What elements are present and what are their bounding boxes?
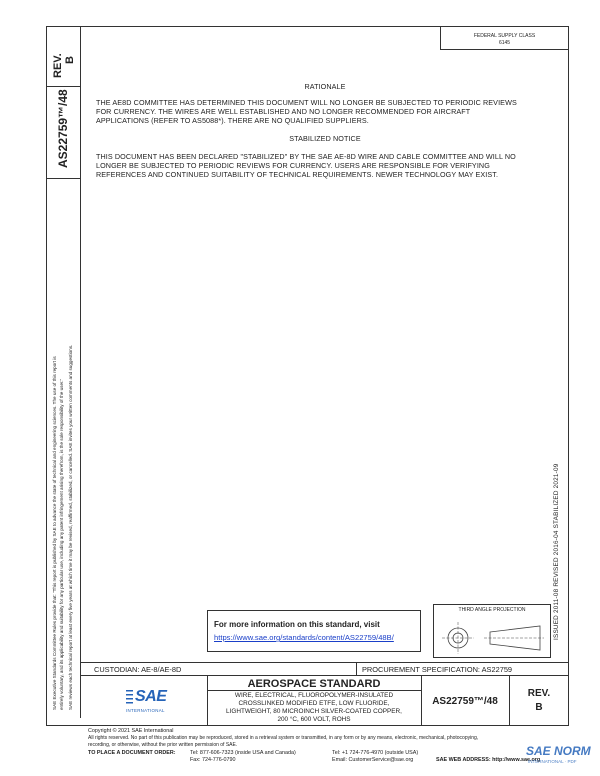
rev-value-vertical: B [64,56,76,64]
more-info-text: For more information on this standard, visit [214,620,380,629]
footer-rev-value: B [535,702,543,713]
rationale-title: RATIONALE [304,82,346,91]
legal-notice-line3: SAE reviews each technical report at least every five years at which time it may be revised, reaffirmed, stabilized, or cancelled. SAE invites your written comments and suggestions. [68,344,73,710]
standard-link[interactable]: https://www.sae.org/standards/content/AS22759/48B/ [214,633,394,642]
supply-class-line2: 6145 [498,40,511,46]
order-label: TO PLACE A DOCUMENT ORDER: [88,750,176,756]
desc-line-1: WIRE, ELECTRICAL, FLUOROPOLYMER-INSULATED [234,692,394,699]
header-column-divider [80,26,81,718]
custodian-text: CUSTODIAN: AE-8/AE-8D [94,665,182,674]
docnum-separator [46,178,80,179]
doc-number-vertical: AS22759™/48 [56,89,70,168]
standard-title: AEROSPACE STANDARD [247,678,381,690]
desc-line-3: LIGHTWEIGHT, 80 MICROINCH SILVER-COATED COPPER, [226,708,402,715]
rev-separator [46,86,80,87]
copyright-line-2: All rights reserved. No part of this publication may be reproduced, stored in a retrieval system or transmitted, in any form or by any means, electronic, mechanical, photocopying, [88,735,479,741]
legal-notice-line1: SAE Executive Standards Committee Rules provide that: "This report is published by SAE to advance the state of technical and engineering sciences. The use of this report is [52,356,57,710]
projection-symbol [440,618,544,654]
sae-logo [126,687,168,715]
tel-domestic: Tel: 877-606-7323 (inside USA and Canada) [190,750,296,756]
title-heading-rule [207,690,421,691]
footer-top-rule [80,662,569,663]
procurement-text: PROCUREMENT SPECIFICATION: AS22759 [362,665,513,674]
fax-number: Fax: 724-776-0790 [190,757,236,763]
sae-logo-sub: INTERNATIONAL [126,708,165,713]
stabilized-title: STABILIZED NOTICE [289,134,361,143]
stabilized-body: THIS DOCUMENT HAS BEEN DECLARED "STABILIZED" BY THE SAE AE-8D WIRE AND CABLE COMMITTEE AND WILL NO LONGER BE SUBJECTED TO PERIODIC REVIEWS FOR CURRENCY. USERS ARE RESPONSIBLE FOR VERIFYING REFERENCES AND CONTINUED SUITABILITY OF TECHNICAL REQUIREMENTS. NEWER TECHNOLOGY MAY EXIST. [96,152,516,179]
sae-logo-text: SAE [135,688,167,705]
copyright-line-1: Copyright © 2021 SAE International [88,728,174,734]
desc-line-4: 200 °C, 600 VOLT, ROHS [277,716,351,723]
email-link[interactable]: Email: CustomerService@sae.org [332,757,414,763]
watermark-sub: INTERNATIONAL · PDF [528,759,577,764]
projection-label: THIRD ANGLE PROJECTION [458,607,526,613]
copyright-line-3: recording, or otherwise, without the prior written permission of SAE. [88,742,238,748]
desc-line-2: CROSSLINKED MODIFIED ETFE, LOW FLUORIDE, [238,700,390,707]
legal-notice-line2: entirely voluntary, and its applicability and suitability for any particular use, including any patent infringement arising therefrom, is the sole responsibility of the user." [59,378,64,710]
issue-dates-vertical: ISSUED 2011-08 REVISED 2016-04 STABILIZED 2021-09 [553,463,560,640]
web-address-link[interactable]: SAE WEB ADDRESS: http://www.sae.org [436,757,541,763]
more-info-box [207,610,421,652]
tel-international: Tel: +1 724-776-4970 (outside USA) [332,750,419,756]
watermark-brand: SAE NORM [526,744,591,758]
footer-rev-label: REV. [527,688,551,699]
custodian-divider [356,662,357,675]
footer-doc-number: AS22759™/48 [432,696,498,707]
title-block-divider-3 [509,675,510,726]
rationale-body: THE AE8D COMMITTEE HAS DETERMINED THIS DOCUMENT WILL NO LONGER BE SUBJECTED TO PERIODIC REVIEWS FOR CURRENCY. THE WIRES ARE WELL ESTABLISHED AND NO LONGER RECOMMENDED FOR AIRCRAFT APPLICATIONS (REFER TO AS5088*). THERE ARE NO QUALIFIED SUPPLIERS. [96,98,517,125]
footer-mid-rule [80,675,569,676]
supply-class-line1: FEDERAL SUPPLY CLASS [473,33,536,39]
rev-label-vertical: REV. [52,53,64,78]
